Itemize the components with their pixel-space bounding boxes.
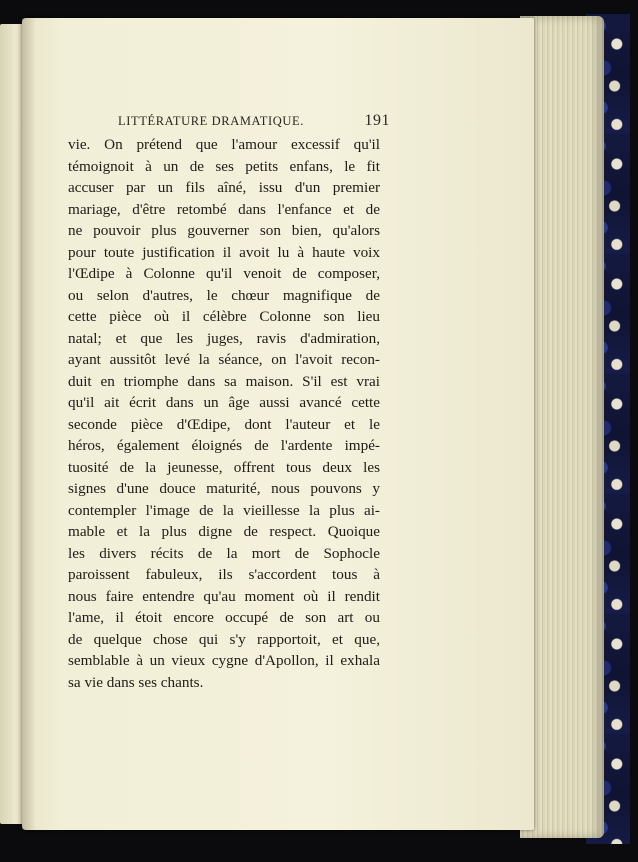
text-line: accuser par un fils aîné, issu d'un premier (68, 179, 380, 196)
text-line: seconde pièce d'Œdipe, dont l'auteur et le (68, 415, 380, 433)
text-line: témoignoit à un de ses petits enfans, le fit (68, 157, 380, 175)
page-number: 191 (364, 112, 390, 129)
text-line: ou selon d'autres, le chœur magnifique de (68, 286, 380, 304)
text-line: cette pièce où il célèbre Colonne son lieu (68, 308, 380, 325)
text-line: ayant aussitôt levé la séance, on l'avoit recon- (68, 351, 380, 368)
text-line: signes d'une douce maturité, nous pouvons y (68, 480, 380, 497)
gutter-shadow (22, 18, 36, 830)
text-line: nous faire entendre qu'au moment où il rendit (68, 587, 380, 605)
text-line: contempler l'image de la vieillesse la plus ai- (68, 501, 380, 519)
text-line: duit en triomphe dans sa maison. S'il est vrai (68, 372, 380, 390)
text-line: ne pouvoir plus gouverner son bien, qu'alors (68, 222, 380, 239)
text-line: mariage, d'être retombé dans l'enfance et de (68, 200, 380, 218)
text-line: tuosité de la jeunesse, offrent tous deux les (68, 458, 380, 476)
text-line: les divers récits de la mort de Sophocle (68, 544, 380, 562)
text-line: paroissent fabuleux, ils s'accordent tous à (68, 566, 380, 583)
text-line: mable et la plus digne de respect. Quoique (68, 523, 380, 540)
text-line: héros, également éloignés de l'ardente impé- (68, 437, 380, 454)
text-line: l'ame, il étoit encore occupé de son art ou (68, 609, 380, 626)
body-text (68, 134, 380, 693)
text-line: de quelque chose qui s'y rapportoit, et que, (68, 630, 380, 648)
text-line: qu'il ait écrit dans un âge aussi avancé cette (68, 394, 380, 411)
text-line: semblable à un vieux cygne d'Apollon, il exhala (68, 652, 380, 669)
text-line: vie. On prétend que l'amour excessif qu'il (68, 136, 380, 153)
text-line: l'Œdipe à Colonne qu'il venoit de composer, (68, 265, 380, 282)
text-line: pour toute justification il avoit lu à haute voix (68, 243, 380, 261)
running-title: LITTÉRATURE DRAMATIQUE. (118, 114, 305, 128)
text-line: natal; et que les juges, ravis d'admiration, (68, 329, 380, 347)
text-line: sa vie dans ses chants. (68, 673, 204, 691)
